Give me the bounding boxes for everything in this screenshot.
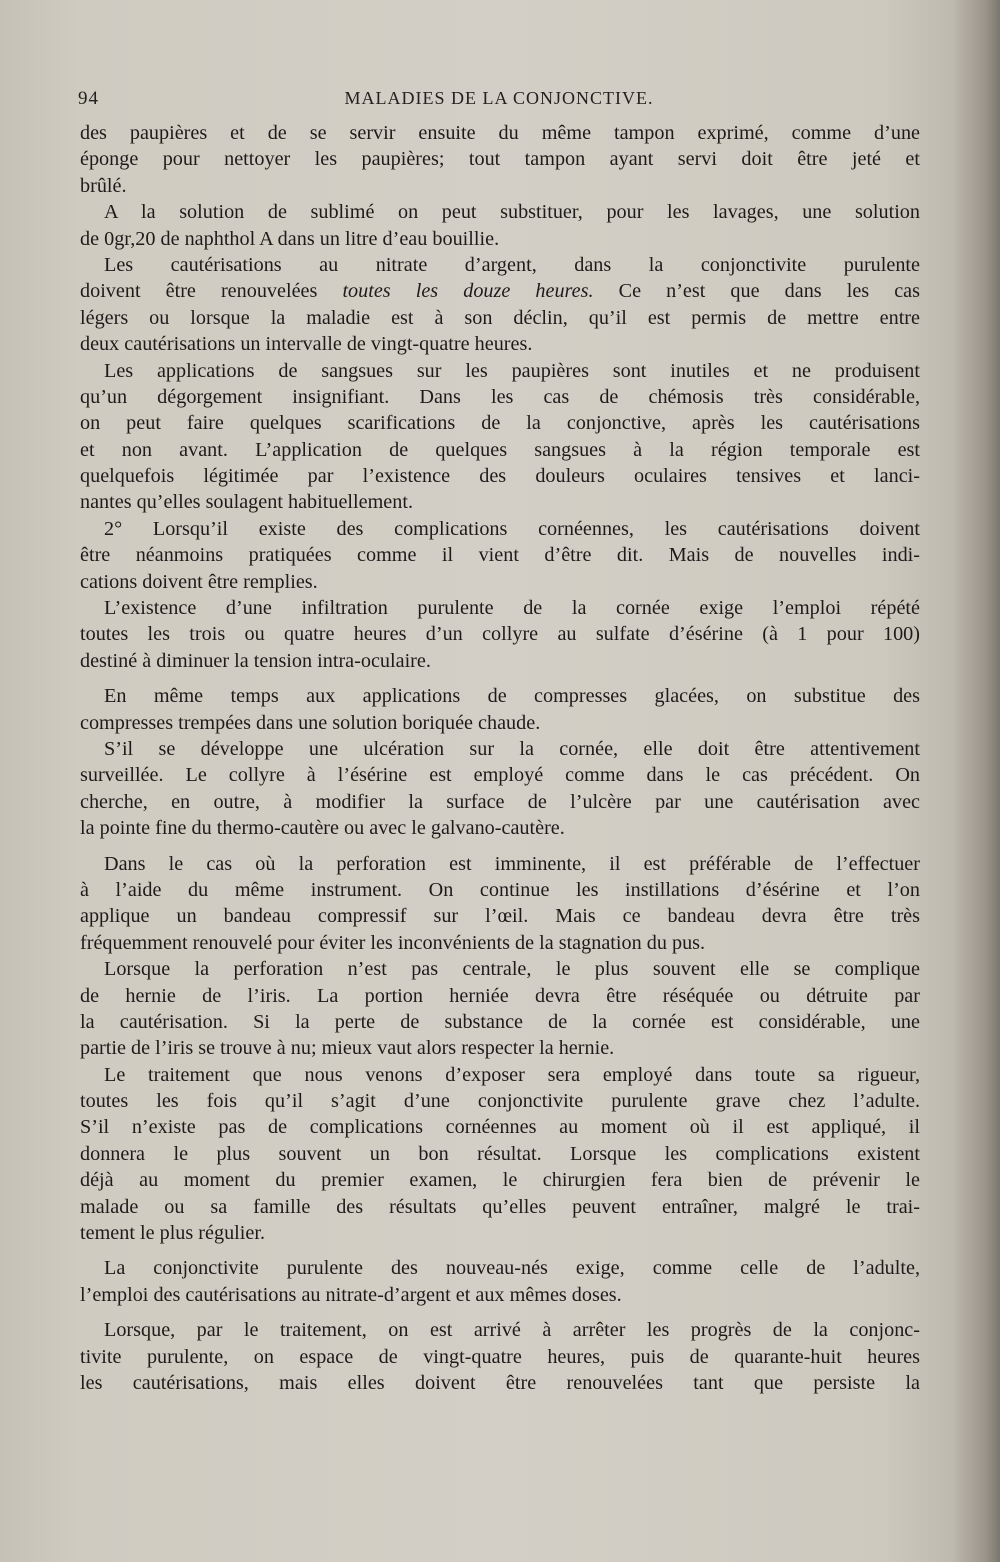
text-line: cations doivent être remplies. <box>80 570 318 593</box>
page-gutter-shadow <box>952 0 1000 1562</box>
text-line: Les applications de sangsues sur les paupières sont inutiles et ne produisent <box>104 359 920 382</box>
text-line: des paupières et de se servir ensuite du même tampon exprimé, comme d’une <box>80 122 920 144</box>
text-line: Lorsque, par le traitement, on est arrivé à arrêter les progrès de la conjonc- <box>104 1319 920 1342</box>
text-line: tement le plus régulier. <box>80 1222 265 1245</box>
text-line: on peut faire quelques scarifications de la conjonctive, après les cautérisations <box>80 412 920 435</box>
text-line: malade ou sa famille des résultats qu’elles peuvent entraîner, malgré le trai- <box>80 1195 920 1218</box>
text-line: les cautérisations, mais elles doivent être renouvelées tant que persiste la <box>80 1371 920 1394</box>
text-line: La conjonctivite purulente des nouveau-nés exige, comme celle de l’adulte, <box>104 1257 920 1280</box>
text-line: Dans le cas où la perforation est imminente, il est préférable de l’effectuer <box>104 852 920 875</box>
text-line: partie de l’iris se trouve à nu; mieux vaut alors respecter la hernie. <box>80 1037 615 1060</box>
text-line: brûlé. <box>80 174 127 197</box>
text-line: déjà au moment du premier examen, le chirurgien fera bien de prévenir le <box>80 1169 920 1192</box>
text-line: être néanmoins pratiquées comme il vient d’être dit. Mais de nouvelles indi- <box>80 544 920 567</box>
text-line: nantes qu’elles soulagent habituellement. <box>80 491 413 514</box>
text-line: cherche, en outre, à modifier la surface de l’ulcère par une cautérisation avec <box>80 790 920 813</box>
page-number: 94 <box>78 88 99 109</box>
text-line: deux cautérisations un intervalle de vingt-quatre heures. <box>80 333 533 356</box>
text-line: fréquemment renouvelé pour éviter les inconvénients de la stagnation du pus. <box>80 931 706 954</box>
text-line: l’emploi des cautérisations au nitrate-d’argent et aux mêmes doses. <box>80 1283 622 1306</box>
text-line: Le traitement que nous venons d’exposer sera employé dans toute sa rigueur, <box>104 1063 920 1086</box>
text-line <box>80 278 920 304</box>
text-line: et non avant. L’application de quelques sangsues à la région temporale est <box>80 438 920 461</box>
text-line: S’il se développe une ulcération sur la cornée, elle doit être attentivement <box>104 737 920 760</box>
text-line: tivite purulente, on espace de vingt-quatre heures, puis de quarante-huit heures <box>80 1345 920 1368</box>
emphasis-text: toutes les douze heures. <box>342 280 594 303</box>
text-line: de 0gr,20 de naphthol A dans un litre d’eau bouillie. <box>80 227 500 250</box>
paragraph-gap <box>80 674 920 683</box>
text-line: Les cautérisations au nitrate d’argent, dans la conjonctivite purulente <box>104 253 920 276</box>
paragraph-gap <box>80 1308 920 1317</box>
text-line: la pointe fine du thermo-cautère ou avec le galvano-cautère. <box>80 817 565 840</box>
text-line: destiné à diminuer la tension intra-oculaire. <box>80 649 431 672</box>
text-line: surveillée. Le collyre à l’ésérine est employé comme dans le cas précédent. On <box>80 764 920 787</box>
paragraph-gap <box>80 1246 920 1255</box>
text-line: à l’aide du même instrument. On continue les instillations d’ésérine et l’on <box>80 878 920 901</box>
text-line: S’il n’existe pas de complications cornéennes au moment où il est appliqué, il <box>80 1116 920 1139</box>
text-line: 2° Lorsqu’il existe des complications cornéennes, les cautérisations doivent <box>104 517 920 540</box>
text-line: En même temps aux applications de compresses glacées, on substitue des <box>104 685 920 708</box>
paragraph-gap <box>80 842 920 851</box>
text-line: donnera le plus souvent un bon résultat. Lorsque les complications existent <box>80 1142 920 1165</box>
text-line: éponge pour nettoyer les paupières; tout tampon ayant servi doit être jeté et <box>80 148 920 171</box>
text-run: doivent être renouvelées <box>80 280 318 303</box>
text-line: la cautérisation. Si la perte de substance de la cornée est considérable, une <box>80 1010 920 1033</box>
text-line: A la solution de sublimé on peut substituer, pour les lavages, une solution <box>104 201 920 224</box>
text-line: applique un bandeau compressif sur l’œil. Mais ce bandeau devra être très <box>80 905 920 928</box>
text-line: de hernie de l’iris. La portion herniée devra être réséquée ou détruite par <box>80 984 920 1007</box>
text-line: quelquefois légitimée par l’existence des douleurs oculaires tensives et lanci- <box>80 465 920 488</box>
text-line: qu’un dégorgement insignifiant. Dans les cas de chémosis très considérable, <box>80 385 920 408</box>
body-text <box>80 120 920 1396</box>
text-line: toutes les fois qu’il s’agit d’une conjonctivite purulente grave chez l’adulte. <box>80 1090 920 1113</box>
text-line: Lorsque la perforation n’est pas centrale, le plus souvent elle se complique <box>104 958 920 981</box>
text-line: légers ou lorsque la maladie est à son déclin, qu’il est permis de mettre entre <box>80 306 920 329</box>
text-run: Ce n’est que dans les cas <box>618 280 920 303</box>
text-line: toutes les trois ou quatre heures d’un collyre au sulfate d’ésérine (à 1 pour 100) <box>80 623 920 646</box>
running-head <box>78 88 920 114</box>
running-title: MALADIES DE LA CONJONCTIVE. <box>344 88 654 108</box>
text-line: compresses trempées dans une solution boriquée chaude. <box>80 711 541 734</box>
text-line: L’existence d’une infiltration purulente de la cornée exige l’emploi répété <box>104 597 920 620</box>
